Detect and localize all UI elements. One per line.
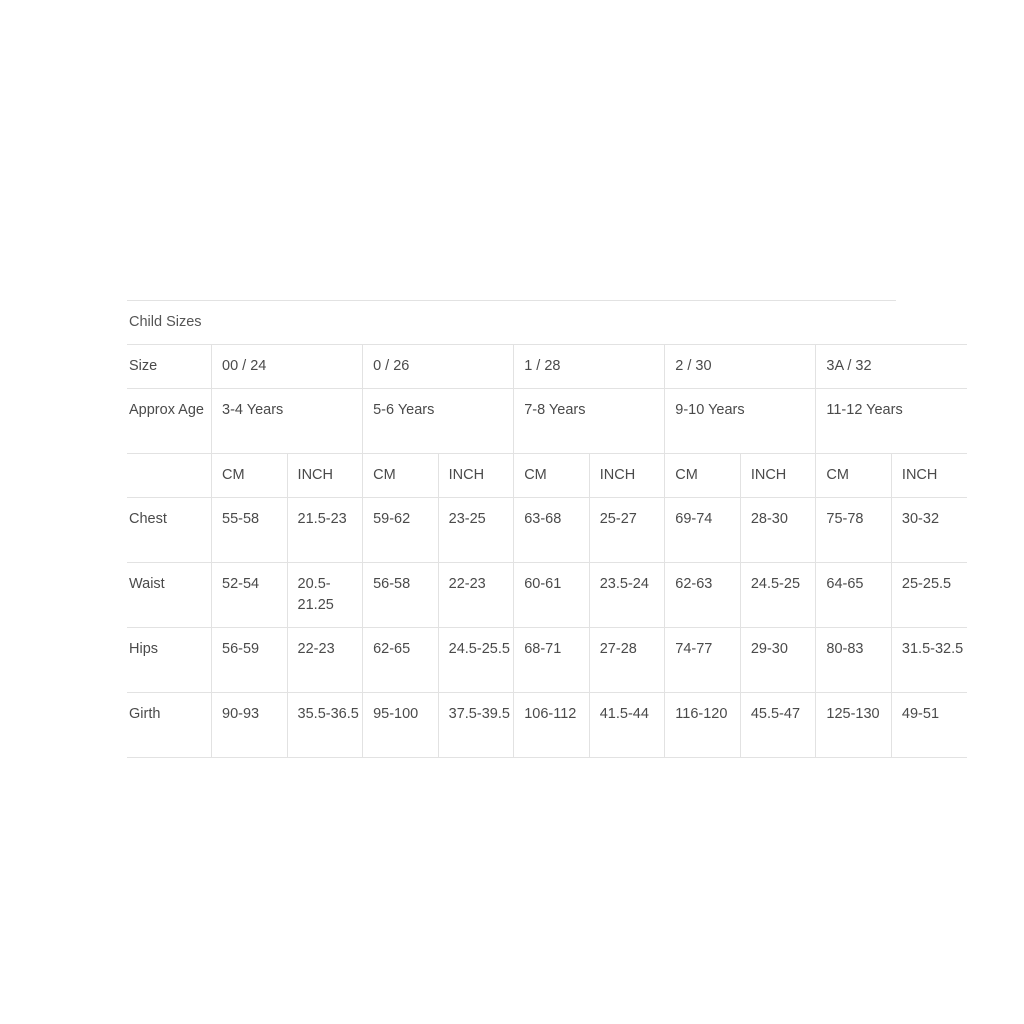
size-cell: 3A / 32 [816, 344, 967, 388]
unit-cell: CM [665, 453, 741, 497]
measure-cell: 29-30 [740, 627, 816, 692]
measure-cell: 116-120 [665, 692, 741, 757]
row-header-hips: Hips [127, 627, 212, 692]
measure-cell: 63-68 [514, 497, 590, 562]
measure-cell: 21.5-23 [287, 497, 363, 562]
size-cell: 0 / 26 [363, 344, 514, 388]
size-cell: 00 / 24 [212, 344, 363, 388]
unit-cell: INCH [438, 453, 514, 497]
age-cell: 11-12 Years [816, 388, 967, 453]
measure-cell: 75-78 [816, 497, 892, 562]
row-header-chest: Chest [127, 497, 212, 562]
age-cell: 7-8 Years [514, 388, 665, 453]
measure-cell: 30-32 [891, 497, 967, 562]
measure-cell: 37.5-39.5 [438, 692, 514, 757]
measure-cell: 90-93 [212, 692, 288, 757]
measure-cell: 62-63 [665, 562, 741, 627]
measure-cell: 56-59 [212, 627, 288, 692]
age-cell: 5-6 Years [363, 388, 514, 453]
unit-cell: CM [816, 453, 892, 497]
measure-cell: 31.5-32.5 [891, 627, 967, 692]
measure-cell: 59-62 [363, 497, 439, 562]
row-header-size: Size [127, 344, 212, 388]
table-row [127, 562, 967, 627]
measure-cell: 35.5-36.5 [287, 692, 363, 757]
measure-cell: 24.5-25 [740, 562, 816, 627]
size-cell: 1 / 28 [514, 344, 665, 388]
measure-cell: 106-112 [514, 692, 590, 757]
measure-cell: 74-77 [665, 627, 741, 692]
measure-cell: 69-74 [665, 497, 741, 562]
measure-cell: 68-71 [514, 627, 590, 692]
unit-cell: CM [514, 453, 590, 497]
table-row [127, 497, 967, 562]
measure-cell: 28-30 [740, 497, 816, 562]
measure-cell: 24.5-25.5 [438, 627, 514, 692]
unit-cell: INCH [740, 453, 816, 497]
measure-cell: 22-23 [287, 627, 363, 692]
age-cell: 9-10 Years [665, 388, 816, 453]
table-caption: Child Sizes [127, 300, 896, 344]
unit-cell: CM [363, 453, 439, 497]
unit-cell: INCH [287, 453, 363, 497]
measure-cell: 45.5-47 [740, 692, 816, 757]
measure-cell: 23.5-24 [589, 562, 665, 627]
age-cell: 3-4 Years [212, 388, 363, 453]
measure-cell: 56-58 [363, 562, 439, 627]
unit-cell: INCH [589, 453, 665, 497]
measure-cell: 27-28 [589, 627, 665, 692]
size-cell: 2 / 30 [665, 344, 816, 388]
measure-cell: 95-100 [363, 692, 439, 757]
measure-cell: 80-83 [816, 627, 892, 692]
measure-cell: 60-61 [514, 562, 590, 627]
row-header-blank [127, 453, 212, 497]
measure-cell: 64-65 [816, 562, 892, 627]
measure-cell: 49-51 [891, 692, 967, 757]
measure-cell: 25-27 [589, 497, 665, 562]
measure-cell: 22-23 [438, 562, 514, 627]
unit-cell: INCH [891, 453, 967, 497]
measure-cell: 52-54 [212, 562, 288, 627]
table-row-size [127, 344, 967, 388]
child-size-table [127, 344, 967, 758]
row-header-girth: Girth [127, 692, 212, 757]
measure-cell: 62-65 [363, 627, 439, 692]
row-header-waist: Waist [127, 562, 212, 627]
row-header-approx-age: Approx Age [127, 388, 212, 453]
measure-cell: 25-25.5 [891, 562, 967, 627]
measure-cell: 55-58 [212, 497, 288, 562]
size-chart-sheet [127, 300, 964, 758]
measure-cell: 20.5-21.25 [287, 562, 363, 627]
table-row [127, 627, 967, 692]
table-row-approx-age [127, 388, 967, 453]
table-row [127, 692, 967, 757]
unit-cell: CM [212, 453, 288, 497]
table-row-units [127, 453, 967, 497]
measure-cell: 23-25 [438, 497, 514, 562]
measure-cell: 125-130 [816, 692, 892, 757]
measure-cell: 41.5-44 [589, 692, 665, 757]
